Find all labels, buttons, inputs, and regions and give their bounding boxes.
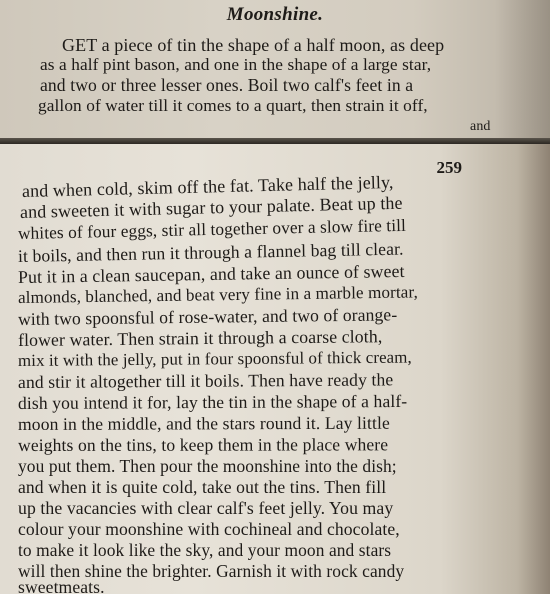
top-text-line-1: GET a piece of tin the shape of a half moon, as deep bbox=[62, 35, 445, 55]
body-line-6: almonds, blanched, and beat very fine in a marble mortar, bbox=[17, 282, 419, 307]
top-page-fragment bbox=[0, 0, 550, 138]
body-line-14: you put them. Then pour the moonshine into the dish; bbox=[18, 456, 397, 476]
top-text-line-2: as a half pint bason, and one in the shape of a large star, bbox=[40, 55, 432, 74]
body-line-7: with two spoonsful of rose-water, and two of orange- bbox=[17, 304, 398, 329]
body-line-10: and stir it altogether till it boils. Then have ready the bbox=[17, 369, 394, 392]
body-line-2: and sweeten it with sugar to your palate. Beat up the bbox=[19, 192, 403, 222]
recipe-title: Moonshine. bbox=[226, 4, 324, 25]
body-line-9: mix it with the jelly, put in four spoonsful of thick cream, bbox=[17, 347, 412, 370]
body-line-1: and when cold, skim off the fat. Take half the jelly, bbox=[21, 171, 394, 201]
body-line-15: and when it is quite cold, take out the tins. Then fill bbox=[18, 477, 387, 497]
body-line-4: it boils, and then run it through a flannel bag till clear. bbox=[17, 238, 404, 266]
body-line-11: dish you intend it for, lay the tin in the shape of a half- bbox=[17, 390, 408, 413]
top-text-line-3: and two or three lesser ones. Boil two calf's feet in a bbox=[40, 75, 414, 95]
body-line-3: whites of four eggs, stir all together over a slow fire till bbox=[17, 215, 407, 243]
body-line-16: up the vacancies with clear calf's feet jelly. You may bbox=[18, 498, 394, 518]
bottom-page bbox=[0, 144, 550, 594]
body-line-19: will then shine the brighter. Garnish it with rock candy bbox=[18, 561, 405, 581]
body-line-17: colour your moonshine with cochineal and chocolate, bbox=[18, 519, 400, 539]
body-line-20: sweetmeats. bbox=[18, 577, 105, 594]
body-line-12: moon in the middle, and the stars round it. Lay little bbox=[17, 412, 390, 434]
body-line-8: flower water. Then strain it through a coarse cloth, bbox=[17, 326, 383, 350]
body-line-13: weights on the tins, to keep them in the place where bbox=[17, 434, 389, 455]
top-text-catchword: and bbox=[470, 119, 491, 134]
page-number: 259 bbox=[436, 158, 462, 177]
top-text-line-4: gallon of water till it comes to a quart, then strain it off, bbox=[38, 96, 428, 115]
body-line-5: Put it in a clean saucepan, and take an ounce of sweet bbox=[17, 260, 405, 287]
body-line-18: to make it look like the sky, and your moon and stars bbox=[18, 540, 392, 560]
